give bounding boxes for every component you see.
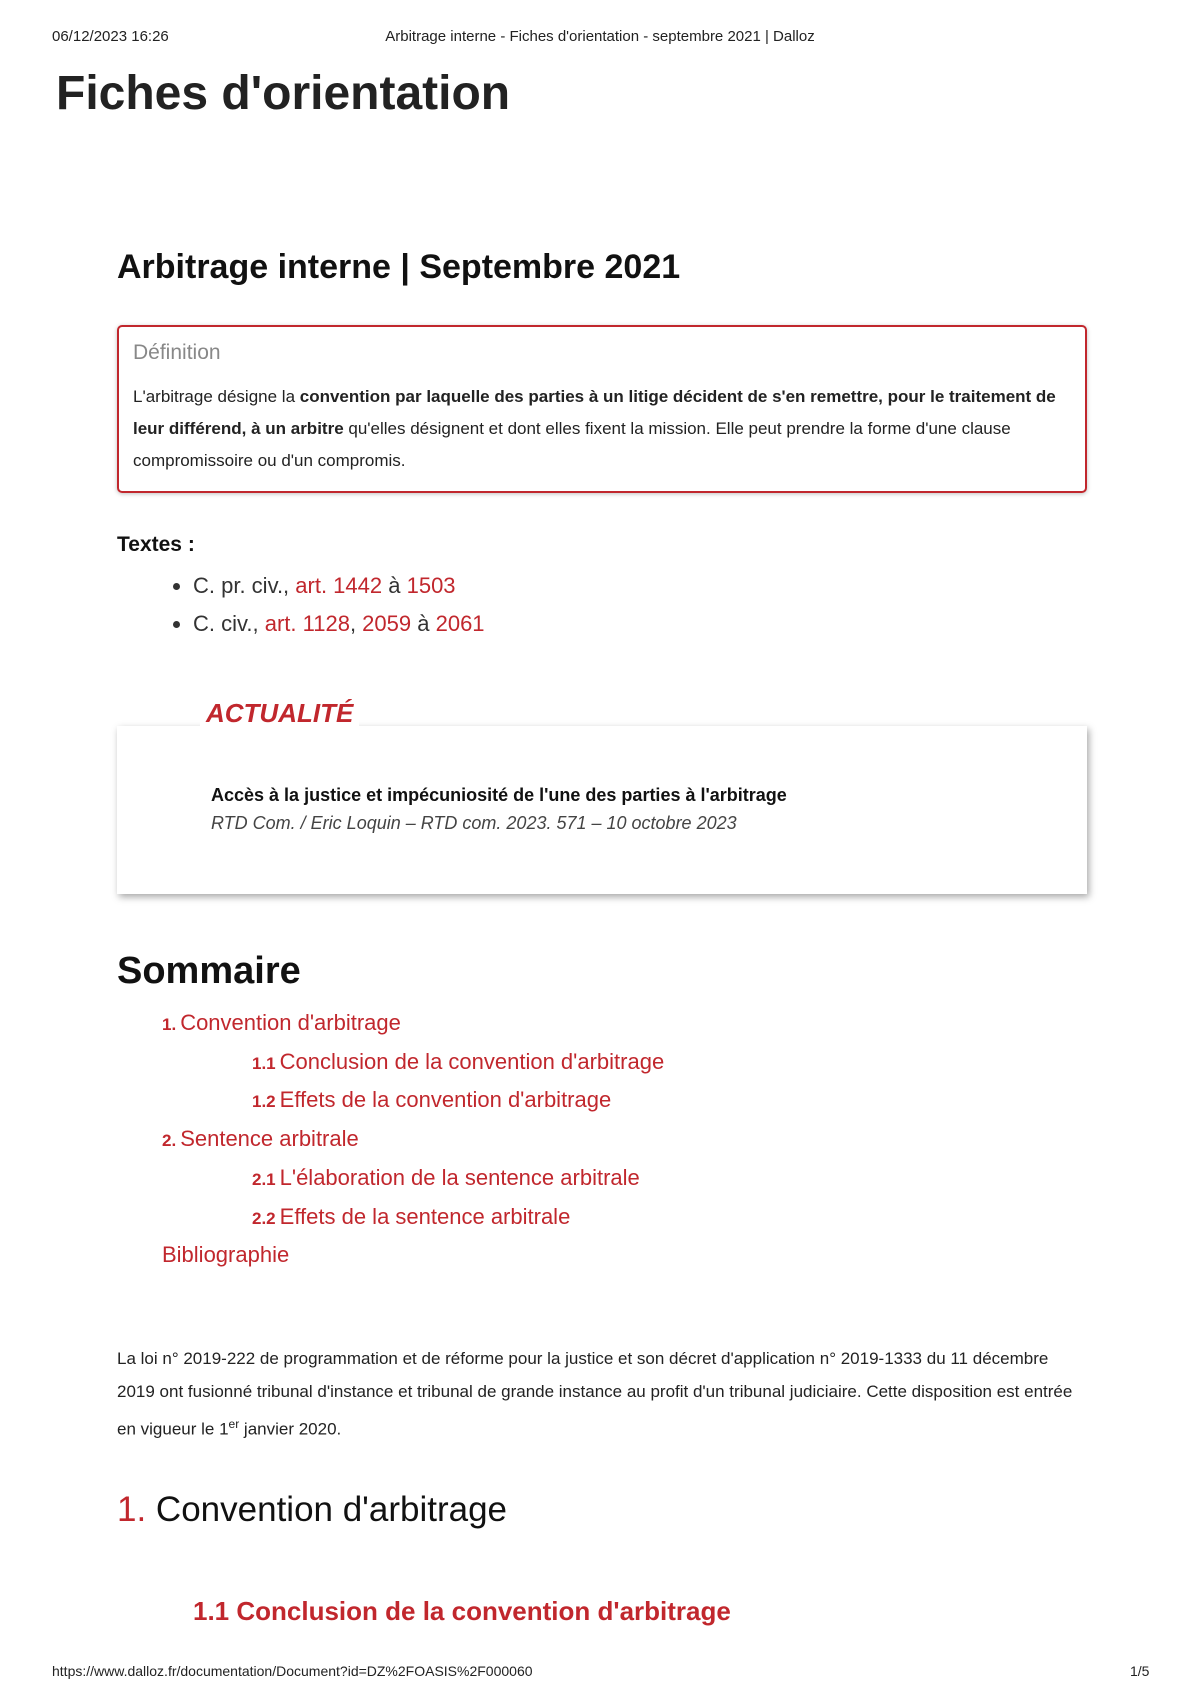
subsection-heading: 1.1 Conclusion de la convention d'arbitrage (193, 1596, 731, 1626)
toc-number: 2.1 (252, 1170, 276, 1189)
definition-text (133, 381, 1071, 477)
definition-text-end: qu'elles désignent et dont elles fixent la mission. Elle peut prendre la forme d'une clause compromissoire ou d'un compromis. (133, 419, 1011, 470)
section-number: 1. (117, 1490, 147, 1529)
print-datetime: 06/12/2023 16:26 (52, 28, 169, 45)
toc-item[interactable] (252, 1049, 664, 1075)
code-name: C. civ., (193, 611, 265, 636)
toc-item[interactable] (252, 1087, 611, 1113)
actualite-box (117, 726, 1087, 894)
definition-bold-text: convention par laquelle des parties à un litige décident de s'en remettre, pour le traitement de leur différend, à un arbitre (133, 387, 1056, 438)
sommaire-title: Sommaire (117, 950, 301, 992)
toc-number: 1. (162, 1015, 177, 1034)
section-heading (117, 1490, 507, 1530)
toc-item[interactable] (162, 1242, 289, 1268)
toc-number: 1.1 (252, 1054, 276, 1073)
definition-text-start: L'arbitrage désigne la (133, 387, 300, 406)
article-link[interactable]: 1503 (406, 573, 456, 598)
page-number: 1/5 (1130, 1663, 1150, 1679)
site-title: Fiches d'orientation (56, 67, 511, 120)
textes-list (165, 567, 485, 643)
actualite-label: ACTUALITÉ (200, 698, 359, 729)
actualite-article-title[interactable]: Accès à la justice et impécuniosité de l'une des parties à l'arbitrage (211, 785, 787, 805)
intro-text-end: janvier 2020. (239, 1419, 342, 1439)
range-separator: à (411, 611, 436, 636)
intro-paragraph (117, 1342, 1077, 1446)
toc-label: L'élaboration de la sentence arbitrale (279, 1165, 640, 1190)
article-link[interactable]: art. 1442 (295, 573, 383, 598)
article-link[interactable]: art. 1128 (264, 611, 350, 636)
toc-item[interactable] (252, 1165, 640, 1191)
print-page-title: Arbitrage interne - Fiches d'orientation - septembre 2021 | Dalloz (385, 28, 815, 45)
toc-label: Sentence arbitrale (180, 1126, 359, 1151)
range-separator: à (382, 573, 407, 598)
intro-superscript: er (228, 1417, 240, 1431)
textes-label: Textes : (117, 533, 195, 556)
toc-label: Conclusion de la convention d'arbitrage (279, 1049, 665, 1074)
list-separator: , (349, 611, 363, 636)
toc-item[interactable] (252, 1204, 570, 1230)
definition-box (117, 325, 1087, 493)
intro-text-start: La loi n° 2019-222 de programmation et de réforme pour la justice et son décret d'application n° 2019-1333 du 11 décembre 2019 ont fusionné tribunal d'instance et tribunal de grande instance au profit d'un tribunal judiciaire. Cette disposition est entrée en vigueur le 1 (117, 1349, 1073, 1439)
actualite-article-source: RTD Com. / Eric Loquin – RTD com. 2023. 571 – 10 octobre 2023 (211, 813, 737, 833)
toc-number: 2.2 (252, 1209, 276, 1228)
textes-item (193, 605, 485, 643)
toc-label: Convention d'arbitrage (180, 1010, 401, 1035)
article-link[interactable]: 2059 (362, 611, 412, 636)
article-link[interactable]: 2061 (435, 611, 485, 636)
print-url: https://www.dalloz.fr/documentation/Document?id=DZ%2FOASIS%2F000060 (52, 1663, 533, 1679)
code-name: C. pr. civ., (193, 573, 296, 598)
toc-number: 2. (162, 1131, 177, 1150)
textes-item (193, 567, 485, 605)
toc-number: 1.2 (252, 1092, 276, 1111)
toc-label: Effets de la convention d'arbitrage (279, 1087, 612, 1112)
toc-label: Effets de la sentence arbitrale (279, 1204, 571, 1229)
definition-heading: Définition (133, 341, 221, 364)
toc-label: Bibliographie (162, 1242, 290, 1267)
toc-item[interactable] (162, 1010, 401, 1036)
document-title: Arbitrage interne | Septembre 2021 (117, 248, 681, 286)
toc-item[interactable] (162, 1126, 359, 1152)
section-title: Convention d'arbitrage (146, 1490, 508, 1529)
actualite-article[interactable] (211, 780, 787, 836)
